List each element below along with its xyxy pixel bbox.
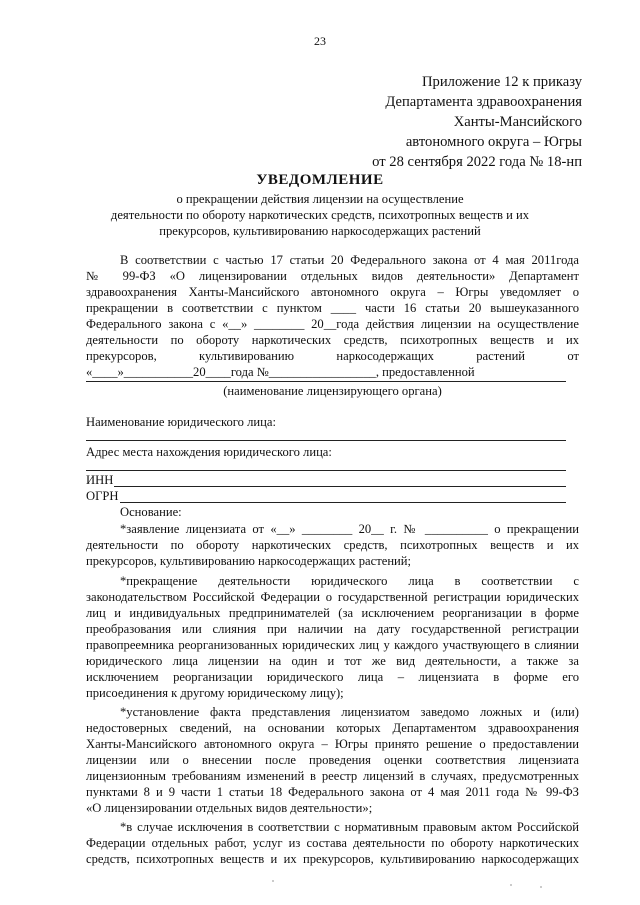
basis-label: Основание: <box>120 505 182 519</box>
reason-line: «О лицензировании отдельных видов деятельности»; <box>86 801 373 815</box>
reason-line: *в случае исключения в соответствии с нормативным правовым актом Российской <box>120 820 579 834</box>
reason-line: правопреемника реорганизованных юридических лиц у каждого участвующего в слиянии <box>86 638 579 652</box>
reason-line: лиц и индивидуальных предпринимателей (за исключением реорганизации в форме <box>86 606 579 620</box>
appendix-line-5: от 28 сентября 2022 года № 18-нп <box>372 154 582 170</box>
reason-line: деятельности по обороту наркотических средств, психотропных веществ и их <box>86 538 579 552</box>
reason-line: лицензионным требованиям изменений в реестр лицензий в случаях, предусмотренных <box>86 769 579 783</box>
intro-line: Федерального закона с «__» ________ 20__года действия лицензии на осуществление <box>86 317 579 331</box>
reason-line: лицензии или о внесении после проведения оценки соответствия лицензиата <box>86 753 579 767</box>
ogrn-label: ОГРН <box>86 489 119 503</box>
document-title: УВЕДОМЛЕНИЕ <box>256 172 384 188</box>
appendix-line-3: Ханты-Мансийского <box>453 114 582 130</box>
intro-line: В соответствии с частью 17 статьи 20 Федерального закона от 4 мая 2011года <box>120 253 579 267</box>
address-label: Адрес места нахождения юридического лица: <box>86 445 332 459</box>
intro-line: здравоохранения Ханты-Мансийского автономного округа – Югры уведомляет о <box>86 285 579 299</box>
intro-line: прекурсоров, культивированию наркосодержащих растений от <box>86 349 579 363</box>
reason-line: преобразования или слияния при наличии на дату государственной регистрации <box>86 622 579 636</box>
reason-line: исключением реорганизации юридического лица – лицензиата в форме его <box>86 670 579 684</box>
reason-line: присоединения к другому юридическому лицу); <box>86 686 344 700</box>
org-name-label: Наименование юридического лица: <box>86 415 276 429</box>
reason-line: *заявление лицензиата от «__» ________ 20__ г. № __________ о прекращении <box>120 522 579 536</box>
reason-line: недостоверных сведений, на основании которых Департаментом здравоохранения <box>86 721 579 735</box>
org-name-line <box>86 440 566 441</box>
intro-line: «____»___________20____года №_________________, предоставленной <box>86 365 475 379</box>
appendix-line-2: Департамента здравоохранения <box>385 94 582 110</box>
organ-caption: (наименование лицензирующего органа) <box>223 384 442 398</box>
reason-line: Федерации отдельных работ, услуг из состава деятельности по обороту наркотических <box>86 836 579 850</box>
inn-line <box>114 486 566 487</box>
intro-line: деятельности по обороту наркотических средств, психотропных веществ и их <box>86 333 579 347</box>
reason-line: *прекращение деятельности юридического лица в соответствии с <box>120 574 579 588</box>
subtitle-line-3: прекурсоров, культивированию наркосодержащих растений <box>159 224 481 238</box>
reason-line: *установление факта представления лицензиатом заведомо ложных и (или) <box>120 705 579 719</box>
inn-label: ИНН <box>86 473 114 487</box>
appendix-line-4: автономного округа – Югры <box>405 134 582 150</box>
appendix-line-1: Приложение 12 к приказу <box>422 74 582 90</box>
reason-line: юридического лица лицензии на один и тот же вид деятельности, а также за <box>86 654 579 668</box>
scan-speck <box>540 886 542 888</box>
reason-line: средств, психотропных веществ и их прекурсоров, культивированию наркосодержащих <box>86 852 579 866</box>
scan-speck <box>272 880 274 882</box>
reason-line: прекурсоров, культивированию наркосодержащих растений; <box>86 554 412 568</box>
subtitle-line-2: деятельности по обороту наркотических средств, психотропных веществ и их <box>110 208 530 222</box>
reason-line: пунктами 8 и 9 части 1 статьи 18 Федерального закона от 4 мая 2011 года № 99-ФЗ <box>86 785 579 799</box>
scan-speck <box>510 884 512 886</box>
intro-line: № 99-ФЗ «О лицензировании отдельных видов деятельности» Департамент <box>86 269 579 283</box>
page-number: 23 <box>314 34 326 48</box>
ogrn-line <box>120 502 566 503</box>
reason-line: законодательством Российской Федерации о государственной регистрации юридических <box>86 590 579 604</box>
organ-line <box>86 381 566 382</box>
address-line <box>86 470 566 471</box>
reason-line: Ханты-Мансийского автономного округа – Югры принято решение о предоставлении <box>86 737 579 751</box>
subtitle-line-1: о прекращении действия лицензии на осуществление <box>176 192 464 206</box>
intro-line: прекращении в соответствии с пунктом ____ части 16 статьи 20 вышеуказанного <box>86 301 579 315</box>
